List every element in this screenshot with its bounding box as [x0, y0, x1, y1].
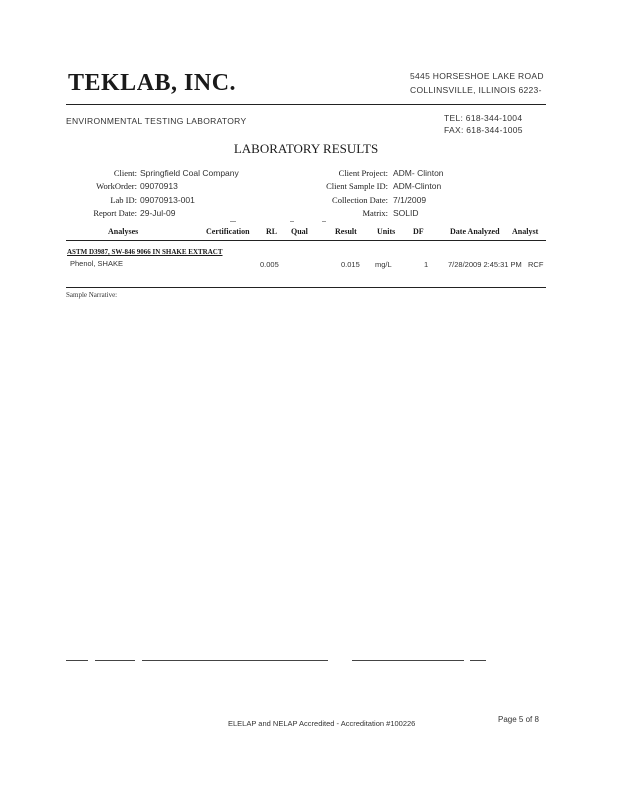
table-header-divider — [66, 240, 546, 241]
col-header-rl: RL — [266, 227, 278, 236]
col-header-qual: Qual — [291, 227, 308, 236]
footer-rule — [142, 660, 328, 661]
header-divider — [66, 104, 546, 105]
telephone: TEL: 618-344-1004 — [444, 113, 523, 123]
project-label: Client Project: — [338, 168, 388, 178]
footer-rule — [470, 660, 486, 661]
sample-id-value: ADM-Clinton — [393, 181, 442, 191]
footer-rule — [352, 660, 464, 661]
collection-date-value: 7/1/2009 — [393, 195, 427, 205]
col-header-date-analyzed: Date Analyzed — [450, 227, 500, 236]
cell-analyses: Phenol, SHAKE — [70, 259, 123, 268]
workorder-label: WorkOrder: — [96, 181, 137, 191]
cell-rl: 0.005 — [260, 260, 279, 269]
cell-df: 1 — [424, 260, 429, 269]
scan-mark — [230, 221, 236, 222]
fax: FAX: 618-344-1005 — [444, 125, 523, 135]
department-name: ENVIRONMENTAL TESTING LABORATORY — [66, 116, 247, 126]
sample-narrative-label: Sample Narrative: — [66, 291, 118, 299]
method-heading: ASTM D3987, SW-846 9066 IN SHAKE EXTRACT — [67, 248, 223, 256]
client-value: Springfield Coal Company — [140, 168, 239, 178]
page-title: LABORATORY RESULTS — [233, 141, 379, 156]
reportdate-value: 29-Jul-09 — [140, 208, 176, 218]
labid-label: Lab ID: — [110, 195, 137, 205]
col-header-analyses: Analyses — [108, 227, 139, 236]
col-header-result: Result — [335, 227, 357, 236]
project-value: ADM- Clinton — [393, 168, 444, 178]
cell-units: mg/L — [375, 260, 392, 269]
cell-result: 0.015 — [341, 260, 360, 269]
footer-rule — [95, 660, 135, 661]
sample-id-label: Client Sample ID: — [326, 181, 388, 191]
address-line-2: COLLINSVILLE, ILLINOIS 6223- — [410, 85, 542, 95]
address-line-1: 5445 HORSESHOE LAKE ROAD — [410, 71, 544, 81]
scan-mark — [290, 221, 294, 222]
page-number: Page 5 of 8 — [498, 715, 539, 724]
cell-analyst: RCF — [528, 260, 544, 269]
client-label: Client: — [113, 168, 137, 178]
company-name: TEKLAB, INC. — [68, 70, 237, 96]
cell-date-analyzed: 7/28/2009 2:45:31 PM — [448, 260, 522, 269]
table-bottom-divider — [66, 287, 546, 288]
col-header-df: DF — [413, 227, 424, 236]
reportdate-label: Report Date: — [93, 208, 137, 218]
scan-mark — [322, 221, 326, 222]
labid-value: 09070913-001 — [140, 195, 195, 205]
col-header-units: Units — [377, 227, 396, 236]
collection-date-label: Collection Date: — [332, 195, 388, 205]
col-header-certification: Certification — [206, 227, 250, 236]
matrix-label: Matrix: — [362, 208, 388, 218]
matrix-value: SOLID — [393, 208, 419, 218]
accreditation-note: ELELAP and NELAP Accredited - Accreditation #100226 — [228, 719, 416, 728]
workorder-value: 09070913 — [140, 181, 178, 191]
col-header-analyst: Analyst — [512, 227, 539, 236]
footer-rule — [66, 660, 88, 661]
